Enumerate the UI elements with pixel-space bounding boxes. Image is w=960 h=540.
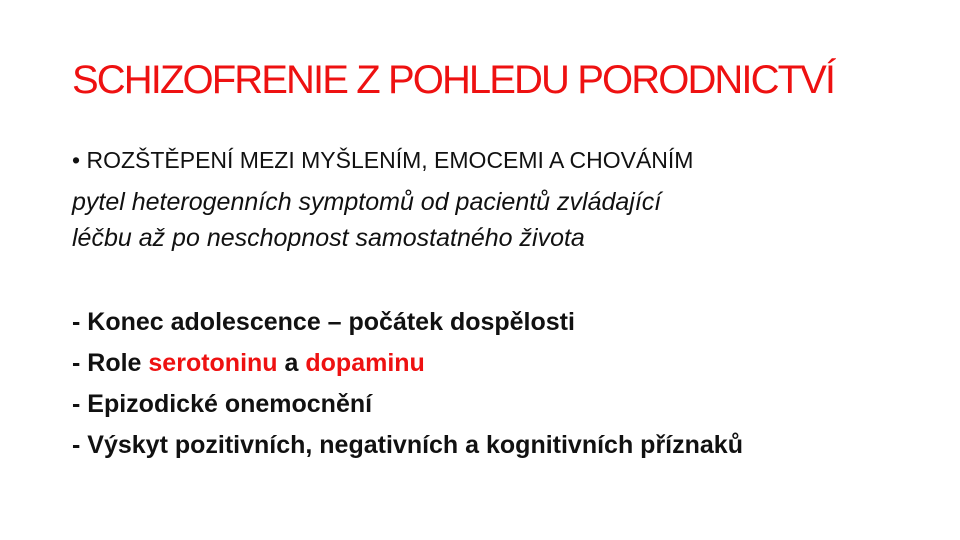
list-item-text: Konec adolescence – počátek dospělosti xyxy=(87,308,575,336)
list-item-prefix: - xyxy=(72,349,88,377)
intro-text xyxy=(72,184,872,256)
serotonin-highlight: serotoninu xyxy=(148,349,278,377)
list-item-neurotransmitters xyxy=(72,343,892,384)
feature-list xyxy=(72,302,892,466)
slide-title: SCHIZOFRENIE Z POHLEDU PORODNICTVÍ xyxy=(72,58,835,102)
list-item-text: Role xyxy=(87,349,149,377)
dopamine-highlight: dopaminu xyxy=(305,349,425,377)
intro-line-2: léčbu až po neschopnost samostatného života xyxy=(72,224,585,252)
bullet-text: ROZŠTĚPENÍ MEZI MYŠLENÍM, EMOCEMI A CHOVÁNÍM xyxy=(86,147,694,173)
bullet-marker: • xyxy=(72,147,81,173)
list-item-adolescence xyxy=(72,302,892,343)
bullet-point xyxy=(72,140,693,180)
intro-line-1: pytel heterogenních symptomů od pacientů zvládající xyxy=(72,188,662,216)
list-item-prefix: - xyxy=(72,308,88,336)
list-item-text: Výskyt pozitivních, negativních a kognitivních příznaků xyxy=(87,431,743,459)
list-item-prefix: - xyxy=(72,390,88,418)
list-item-connector: a xyxy=(277,349,306,377)
list-item-text: Epizodické onemocnění xyxy=(87,390,373,418)
list-item-prefix: - xyxy=(72,431,88,459)
list-item-symptoms xyxy=(72,425,892,466)
list-item-episodic-disease xyxy=(72,384,892,425)
